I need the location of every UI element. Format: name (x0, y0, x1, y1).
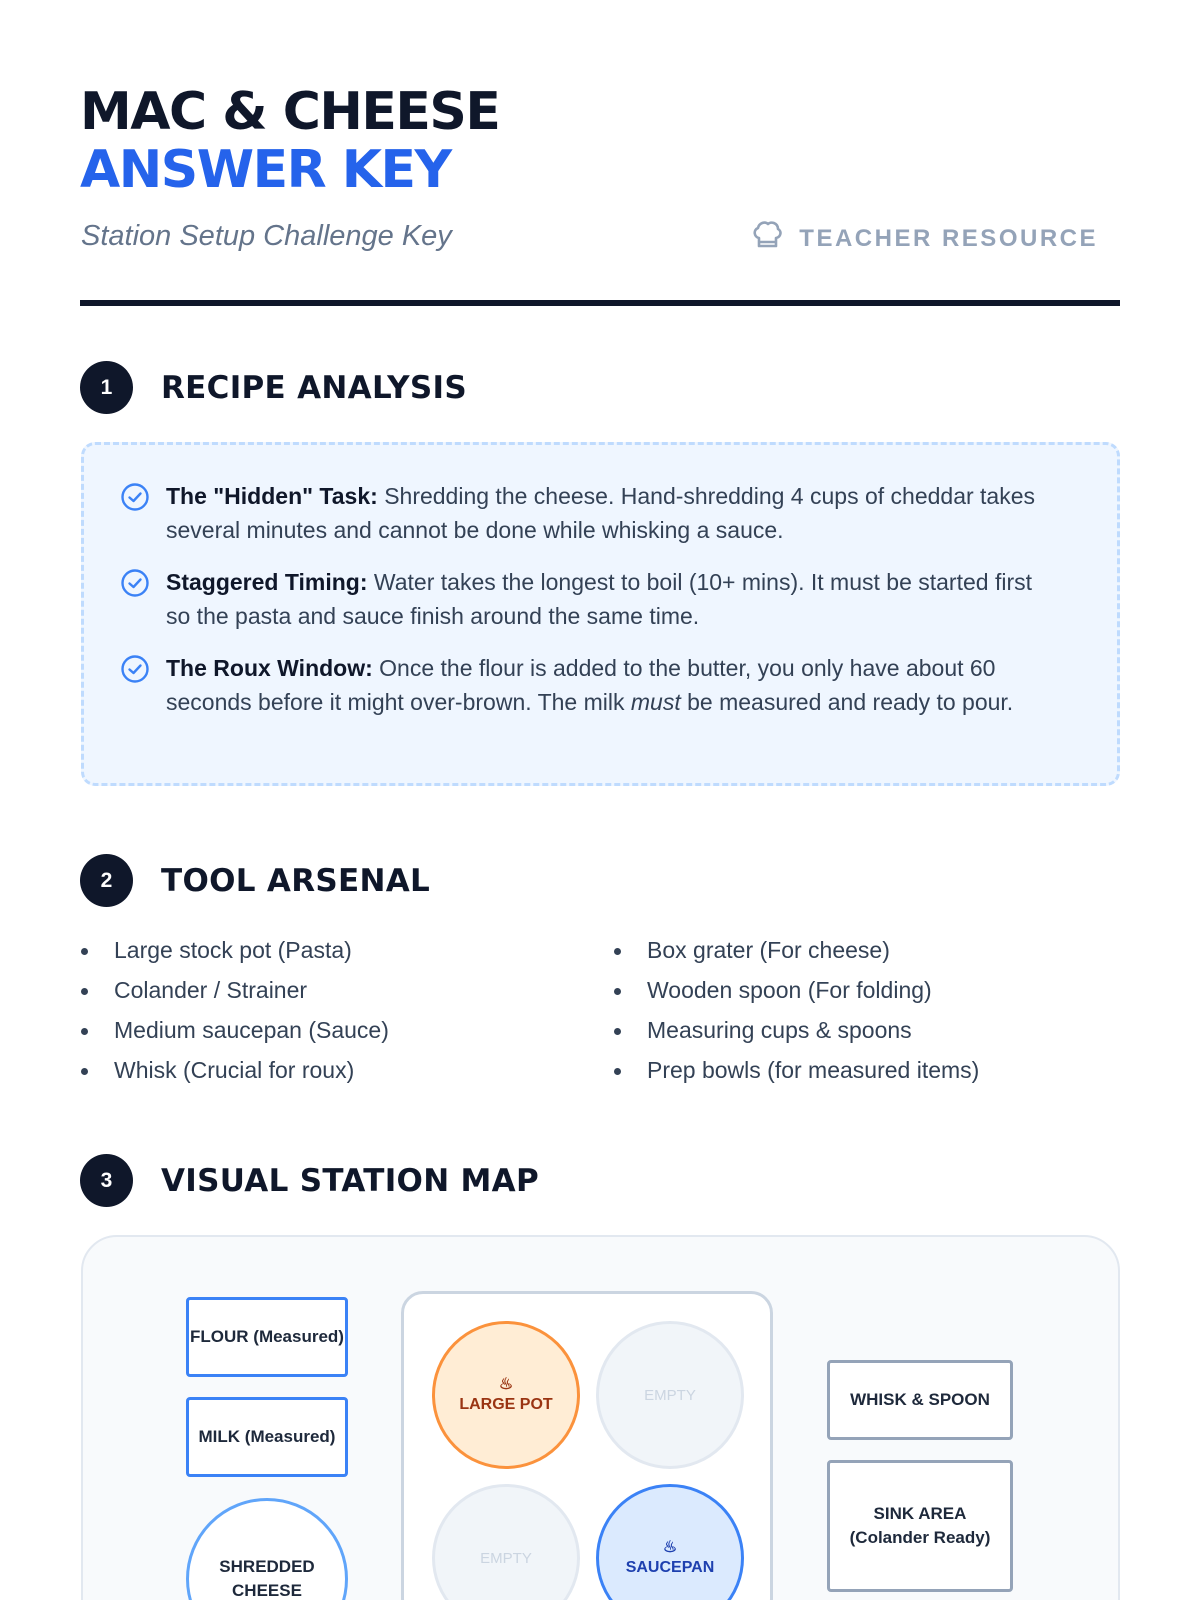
analysis-text: Water takes the longest to boil (10+ mins). It must be started first so the pasta and sauce finish around the same time. (166, 569, 1033, 629)
burner-large-pot (432, 1321, 580, 1469)
check-circle-icon (120, 568, 150, 598)
section-title: RECIPE ANALYSIS (161, 369, 468, 406)
section-recipe-analysis-heading (80, 361, 467, 414)
tool-list-left (81, 934, 389, 1094)
analysis-text: Once the flour is added to the butter, you only have about 60 seconds before it might over-brown. The milk (166, 655, 996, 715)
tool-list-right (614, 934, 979, 1094)
burner-empty (596, 1321, 744, 1469)
check-circle-icon (120, 654, 150, 684)
analysis-text: Shredding the cheese. Hand-shredding 4 cups of cheddar takes several minutes and cannot be done while whisking a sauce. (166, 483, 1036, 543)
chef-hat-icon (749, 218, 785, 259)
section-tool-arsenal-heading (80, 854, 430, 907)
analysis-label: The Roux Window: (166, 655, 373, 681)
sink-area-station (827, 1460, 1013, 1592)
whisk-spoon-station: WHISK & SPOON (827, 1360, 1013, 1440)
analysis-label: Staggered Timing: (166, 569, 368, 595)
shredded-cheese-station: SHREDDED CHEESE (186, 1498, 348, 1600)
section-title: TOOL ARSENAL (161, 862, 431, 899)
page-subtitle: Station Setup Challenge Key (81, 220, 452, 252)
section-station-map-heading (80, 1154, 539, 1207)
burner-label: EMPTY (644, 1386, 696, 1404)
section-number: 1 (80, 361, 133, 414)
recipe-analysis-box (81, 442, 1120, 786)
burner-label: SAUCEPAN (625, 1559, 715, 1576)
analysis-label: The "Hidden" Task: (166, 483, 378, 509)
analysis-item-roux-window (120, 651, 1040, 719)
check-circle-icon (120, 482, 150, 512)
section-title: VISUAL STATION MAP (161, 1162, 539, 1199)
flame-icon: ♨ (662, 1539, 678, 1556)
burner-label: EMPTY (480, 1549, 532, 1567)
list-item: Medium saucepan (Sauce) (81, 1014, 389, 1054)
analysis-text: be measured and ready to pour. (687, 689, 1014, 715)
flour-station: FLOUR (Measured) (186, 1297, 348, 1377)
analysis-item-staggered-timing (120, 565, 1040, 633)
page-title-accent: ANSWER KEY (80, 140, 451, 200)
section-number: 2 (80, 854, 133, 907)
list-item: Colander / Strainer (81, 974, 389, 1014)
burner-empty (432, 1484, 580, 1600)
burner-saucepan (596, 1484, 744, 1600)
flame-icon: ♨ (498, 1376, 514, 1393)
analysis-item-hidden-task (120, 479, 1040, 547)
section-number: 3 (80, 1154, 133, 1207)
list-item: Whisk (Crucial for roux) (81, 1054, 389, 1094)
header-divider (80, 300, 1120, 306)
teacher-resource-label: TEACHER RESOURCE (799, 224, 1098, 252)
list-item: Box grater (For cheese) (614, 934, 979, 974)
teacher-resource-tag (749, 218, 1098, 259)
page-title: MAC & CHEESE (80, 82, 500, 142)
list-item: Wooden spoon (For folding) (614, 974, 979, 1014)
sink-label: SINK AREA (873, 1504, 967, 1523)
sink-sublabel: (Colander Ready) (849, 1528, 991, 1547)
milk-station: MILK (Measured) (186, 1397, 348, 1477)
list-item: Measuring cups & spoons (614, 1014, 979, 1054)
burner-label: LARGE POT (459, 1396, 553, 1413)
list-item: Large stock pot (Pasta) (81, 934, 389, 974)
list-item: Prep bowls (for measured items) (614, 1054, 979, 1094)
stovetop (401, 1291, 773, 1600)
analysis-emphasis: must (630, 689, 681, 715)
